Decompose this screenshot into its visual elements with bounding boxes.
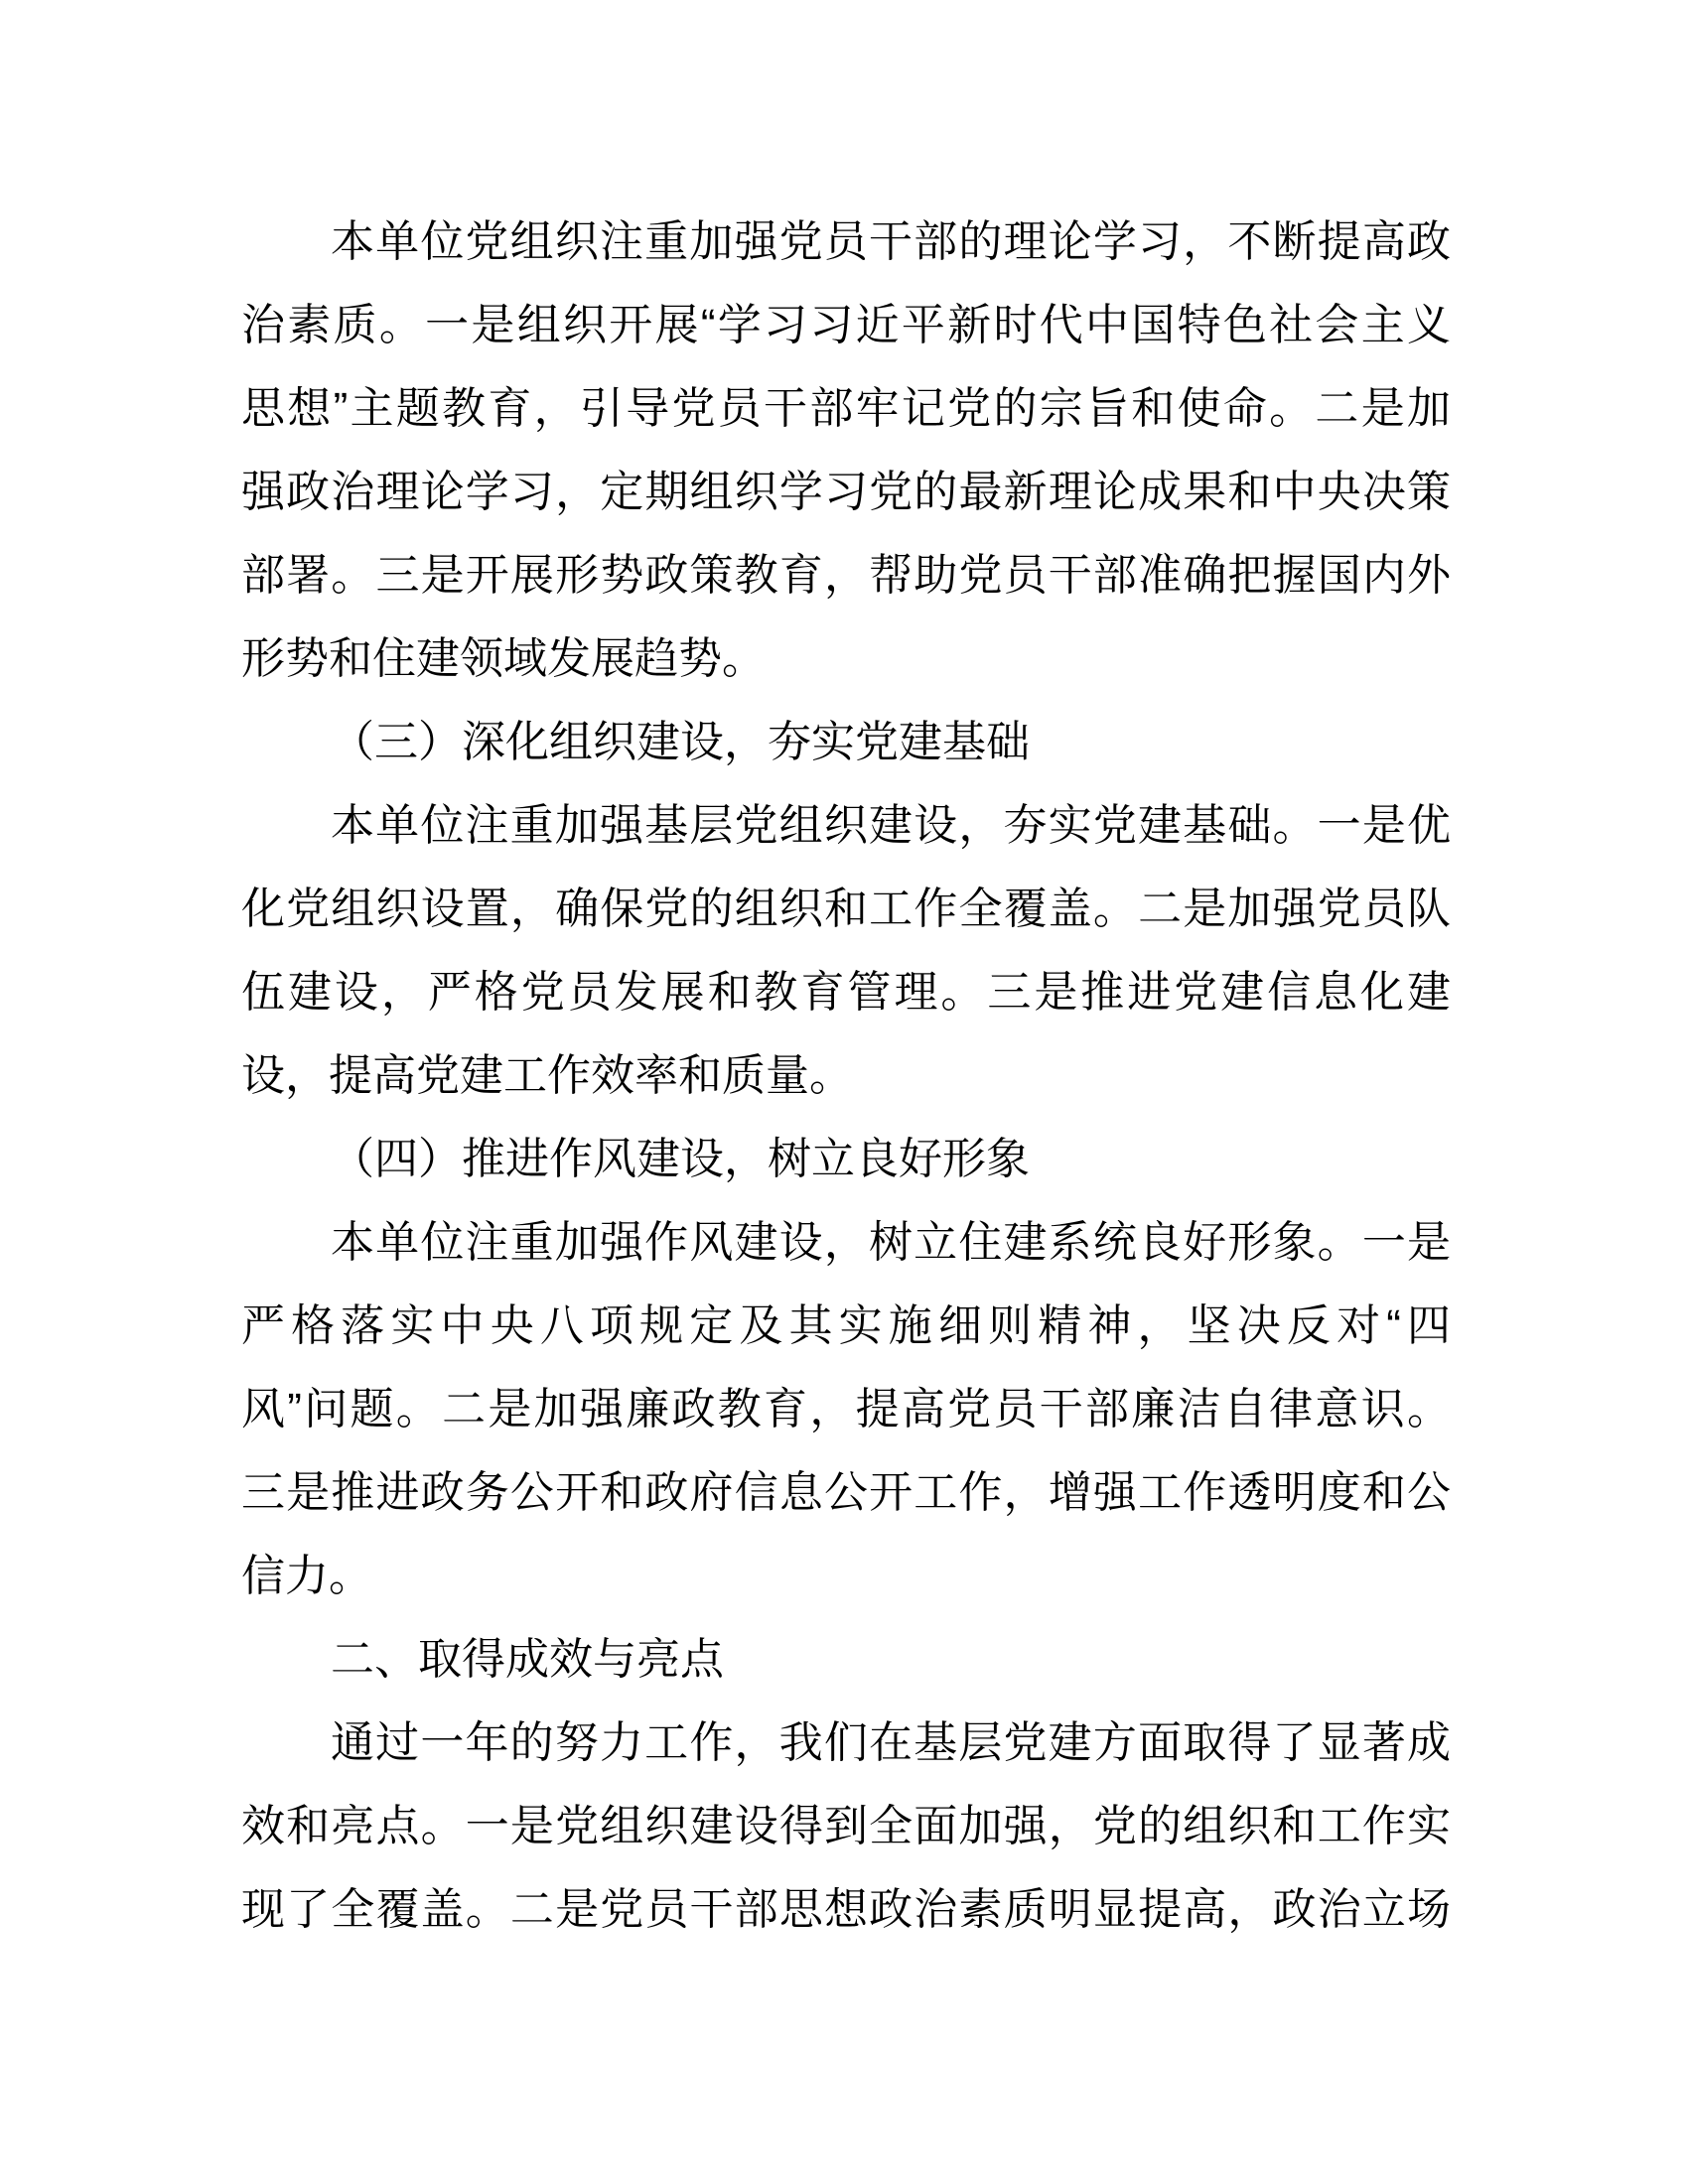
para1-line-1: 本单位党组织注重加强党员干部的理论学习，不断提高政 (331, 217, 1451, 266)
para3-line-1: 本单位注重加强作风建设，树立住建系统良好形象。一是 (331, 1218, 1451, 1267)
para4-line-1: 通过一年的努力工作，我们在基层党建方面取得了显著成 (331, 1718, 1451, 1767)
para3-line-3: 风”问题。二是加强廉政教育，提高党员干部廉洁自律意识。 (241, 1385, 1451, 1433)
heading-section-3: （三）深化组织建设，夯实党建基础 (331, 718, 1030, 766)
document-text-block (241, 201, 1451, 1952)
heading-section-4: （四）推进作风建设，树立良好形象 (331, 1135, 1030, 1183)
para3-line-5: 信力。 (241, 1552, 372, 1600)
para3-line-2: 严格落实中央八项规定及其实施细则精神，坚决反对“四 (241, 1301, 1451, 1350)
para2-line-1: 本单位注重加强基层党组织建设，夯实党建基础。一是优 (331, 801, 1451, 850)
para3-line-4: 三是推进政务公开和政府信息公开工作，增强工作透明度和公 (241, 1468, 1451, 1517)
para4-line-2: 效和亮点。一是党组织建设得到全面加强，党的组织和工作实 (241, 1802, 1451, 1850)
heading-part-2: 二、取得成效与亮点 (331, 1635, 724, 1684)
para4-line-3: 现了全覆盖。二是党员干部思想政治素质明显提高，政治立场 (241, 1885, 1451, 1934)
para2-line-2: 化党组织设置，确保党的组织和工作全覆盖。二是加强党员队 (241, 885, 1451, 933)
para1-line-2: 治素质。一是组织开展“学习习近平新时代中国特色社会主义 (241, 301, 1451, 349)
para1-line-5: 部署。三是开展形势政策教育，帮助党员干部准确把握国内外 (241, 551, 1451, 600)
para2-line-3: 伍建设，严格党员发展和教育管理。三是推进党建信息化建 (241, 968, 1451, 1017)
para1-line-3: 思想”主题教育，引导党员干部牢记党的宗旨和使命。二是加 (241, 384, 1451, 433)
para2-line-4: 设，提高党建工作效率和质量。 (241, 1051, 853, 1100)
para1-line-4: 强政治理论学习，定期组织学习党的最新理论成果和中央决策 (241, 468, 1451, 516)
para1-line-6: 形势和住建领域发展趋势。 (241, 634, 766, 683)
